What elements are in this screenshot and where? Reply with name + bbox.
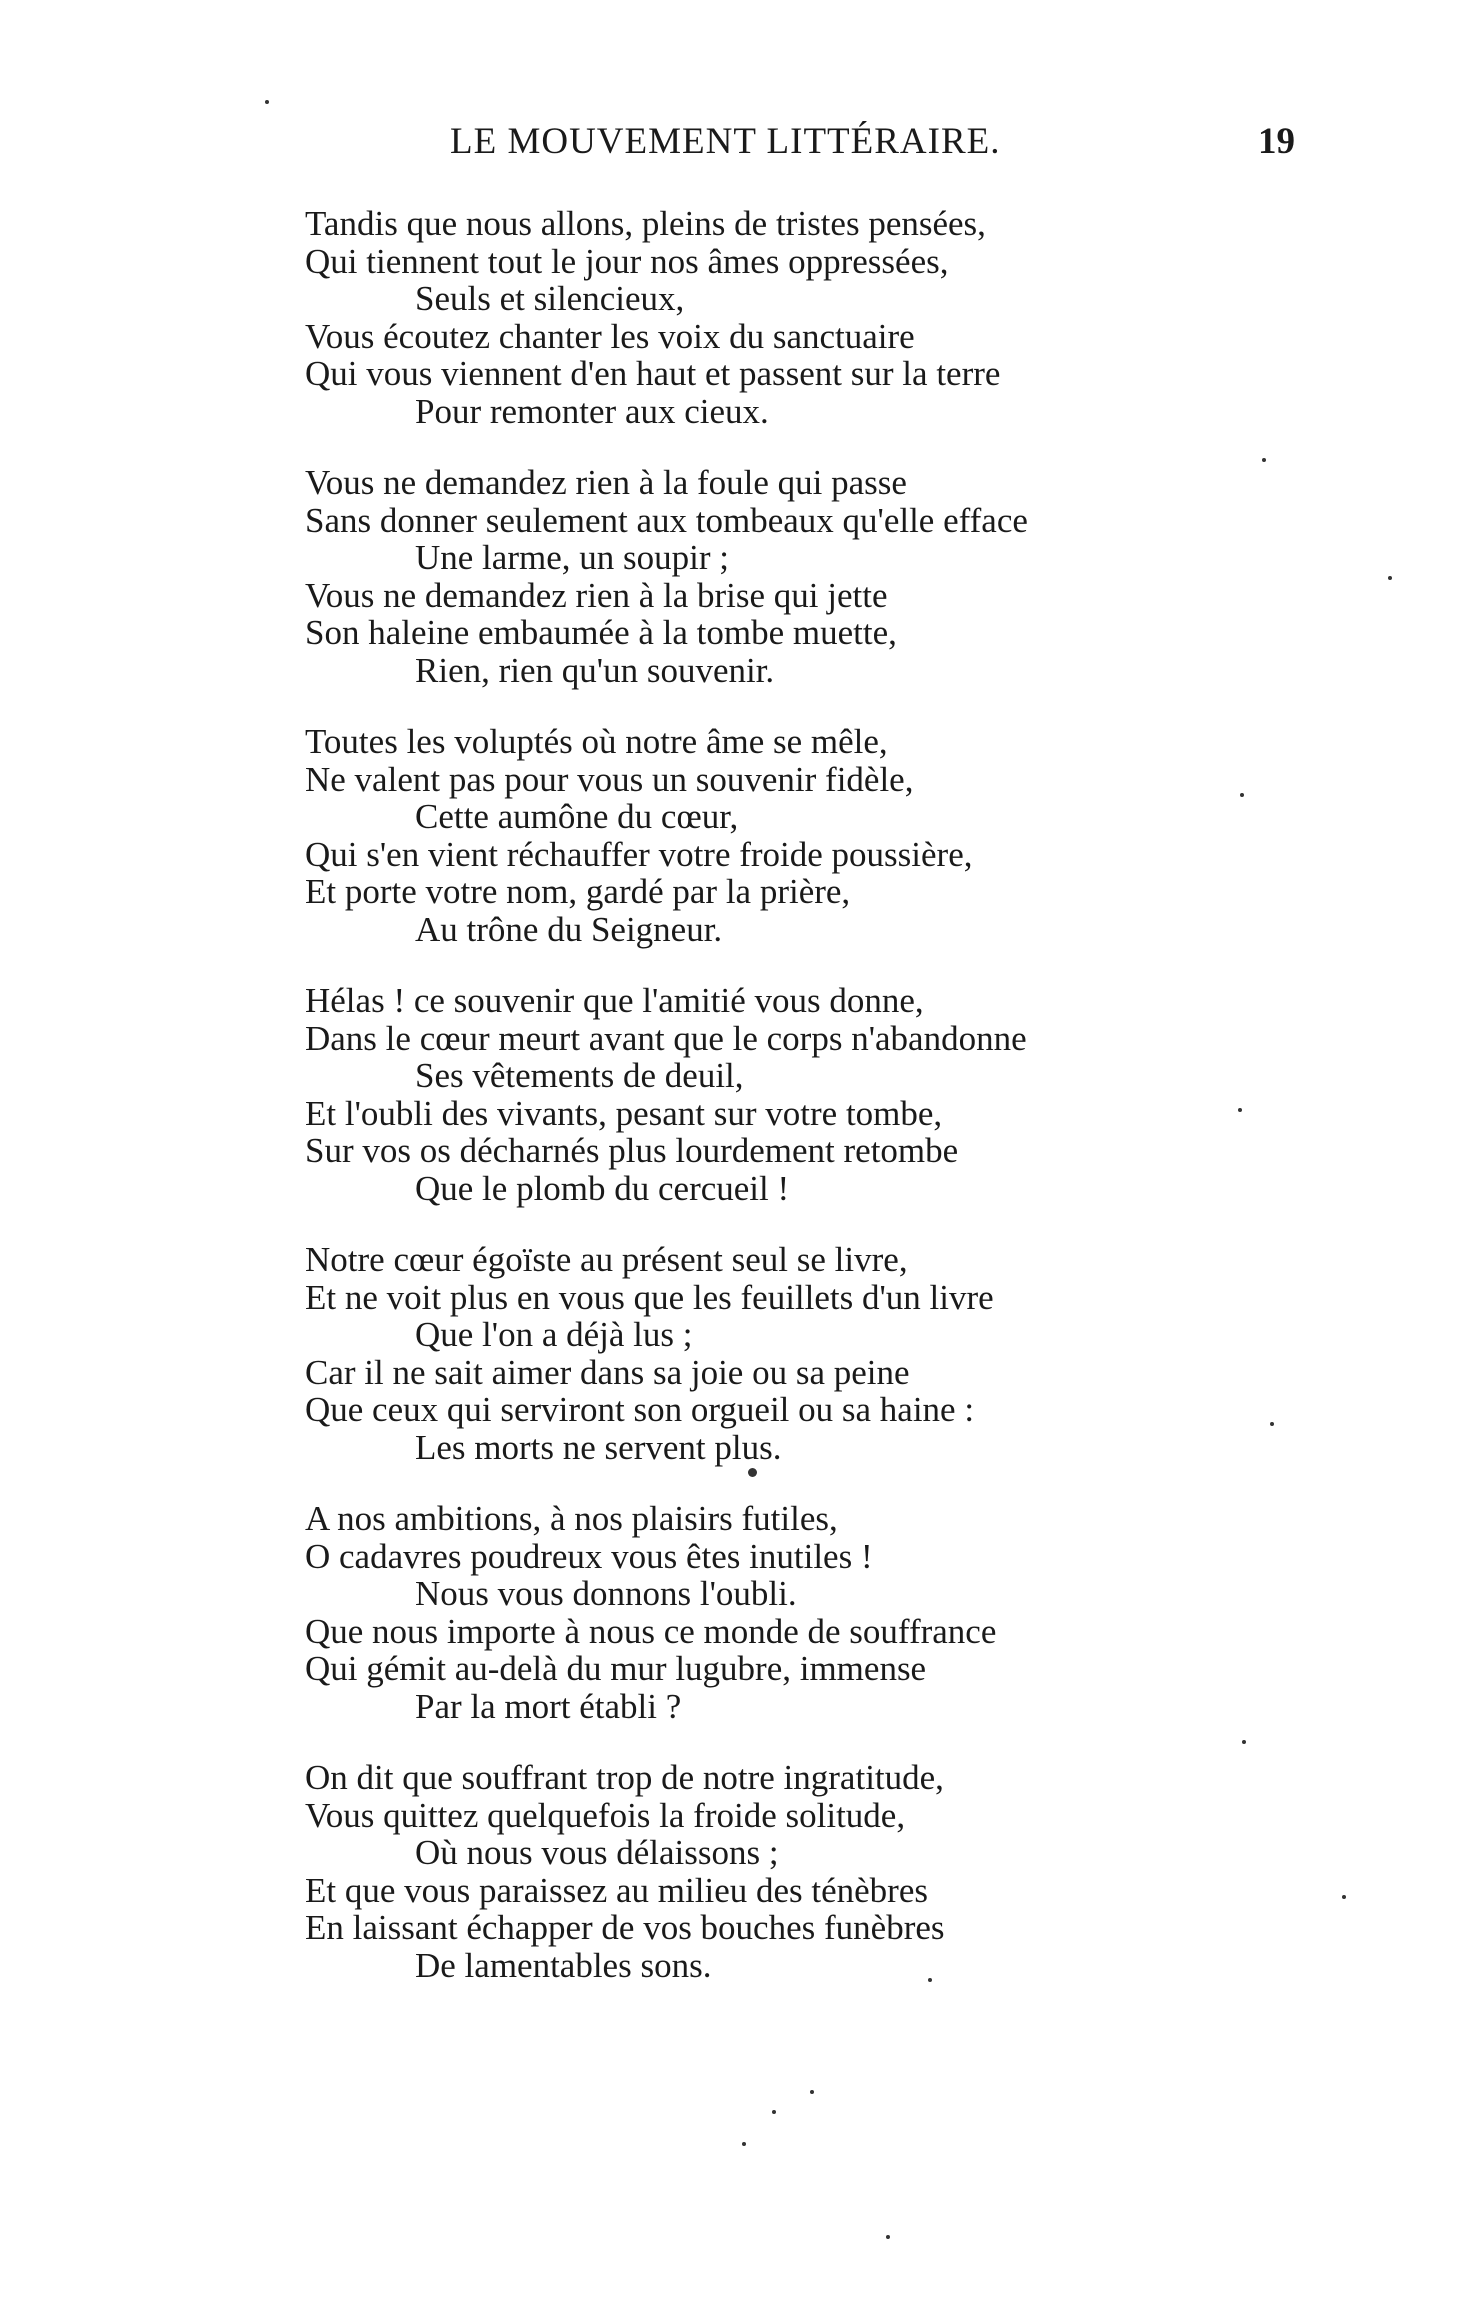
verse-line-short: Ses vêtements de deuil,: [415, 1056, 744, 1095]
verse-line: Et ne voit plus en vous que les feuillets d'un livre: [305, 1277, 994, 1317]
stanza: [305, 1241, 1405, 1466]
verse-line: Qui vous viennent d'en haut et passent sur la terre: [305, 354, 1001, 393]
verse-line: Qui gémit au-delà du mur lugubre, immense: [305, 1649, 927, 1688]
verse-line-short: Cette aumône du cœur,: [415, 797, 739, 836]
stanza: [305, 1500, 1405, 1725]
scan-speck: [810, 2090, 814, 2094]
scan-speck: [265, 100, 269, 104]
running-title: LE MOUVEMENT LITTÉRAIRE.: [450, 121, 1001, 162]
page-number: 19: [1258, 121, 1295, 162]
scan-speck: [886, 2235, 890, 2239]
verse-line: O cadavres poudreux vous êtes inutiles !: [305, 1536, 873, 1576]
scan-speck: [1270, 1422, 1274, 1426]
verse-line-short: Les morts ne servent plus.: [415, 1427, 782, 1467]
verse-line: Et l'oubli des vivants, pesant sur votre tombe,: [305, 1093, 943, 1133]
verse-line: Qui tiennent tout le jour nos âmes oppressées,: [305, 241, 949, 281]
verse-line: Vous ne demandez rien à la brise qui jette: [305, 575, 888, 615]
verse-line-short: De lamentables sons.: [415, 1945, 712, 1985]
verse-line: Que nous importe à nous ce monde de souffrance: [305, 1611, 997, 1651]
verse-line-short: Où nous vous délaissons ;: [415, 1833, 779, 1872]
verse-line: Vous écoutez chanter les voix du sanctuaire: [305, 316, 915, 356]
stanza: [305, 982, 1405, 1207]
stanza: [305, 464, 1405, 689]
scan-speck: [742, 2142, 746, 2146]
verse-line-short: Nous vous donnons l'oubli.: [415, 1574, 797, 1613]
verse-line: Sans donner seulement aux tombeaux qu'elle efface: [305, 500, 1028, 540]
verse-line: Notre cœur égoïste au présent seul se livre,: [305, 1240, 908, 1279]
verse-line-short: Une larme, un soupir ;: [415, 538, 729, 577]
stanza: [305, 723, 1405, 948]
stanza: [305, 1759, 1405, 1984]
scan-speck: [928, 1978, 932, 1982]
verse-line-short: Pour remonter aux cieux.: [415, 391, 769, 431]
verse-line-short: Seuls et silencieux,: [415, 279, 685, 318]
verse-line: Car il ne sait aimer dans sa joie ou sa peine: [305, 1352, 910, 1392]
scan-speck: [1388, 576, 1392, 580]
verse-line-short: Par la mort établi ?: [415, 1686, 682, 1726]
verse-line-short: Rien, rien qu'un souvenir.: [415, 650, 775, 690]
verse-line: Que ceux qui serviront son orgueil ou sa haine :: [305, 1390, 975, 1429]
verse-line: Qui s'en vient réchauffer votre froide poussière,: [305, 834, 973, 874]
stanza: [305, 205, 1405, 430]
verse-line: Et que vous paraissez au milieu des ténèbres: [305, 1870, 928, 1910]
verse-line: Toutes les voluptés où notre âme se mêle,: [305, 722, 888, 761]
scan-speck: [1242, 1740, 1246, 1744]
verse-line: Dans le cœur meurt avant que le corps n'abandonne: [305, 1018, 1027, 1058]
scan-speck: [1262, 458, 1266, 462]
scan-speck: [772, 2110, 776, 2114]
verse-line: Vous ne demandez rien à la foule qui passe: [305, 463, 907, 502]
verse-line: A nos ambitions, à nos plaisirs futiles,: [305, 1499, 838, 1538]
verse-line: Vous quittez quelquefois la froide solitude,: [305, 1795, 906, 1835]
scan-speck: [1342, 1895, 1346, 1899]
scan-speck: [1238, 1108, 1242, 1112]
verse-line: Hélas ! ce souvenir que l'amitié vous donne,: [305, 981, 924, 1020]
verse-line: Ne valent pas pour vous un souvenir fidèle,: [305, 759, 914, 799]
verse-line: Sur vos os décharnés plus lourdement retombe: [305, 1131, 959, 1170]
verse-line-short: Au trône du Seigneur.: [415, 909, 723, 949]
verse-line: En laissant échapper de vos bouches funèbres: [305, 1908, 945, 1947]
verse-line: Son haleine embaumée à la tombe muette,: [305, 613, 897, 652]
scan-speck: [748, 1468, 757, 1477]
scan-speck: [1240, 793, 1244, 797]
verse-line-short: Que le plomb du cercueil !: [415, 1168, 790, 1208]
verse-line: On dit que souffrant trop de notre ingratitude,: [305, 1758, 944, 1797]
verse-line-short: Que l'on a déjà lus ;: [415, 1315, 693, 1354]
verse-line: Et porte votre nom, gardé par la prière,: [305, 872, 851, 911]
verse-line: Tandis que nous allons, pleins de tristes pensées,: [305, 204, 986, 243]
